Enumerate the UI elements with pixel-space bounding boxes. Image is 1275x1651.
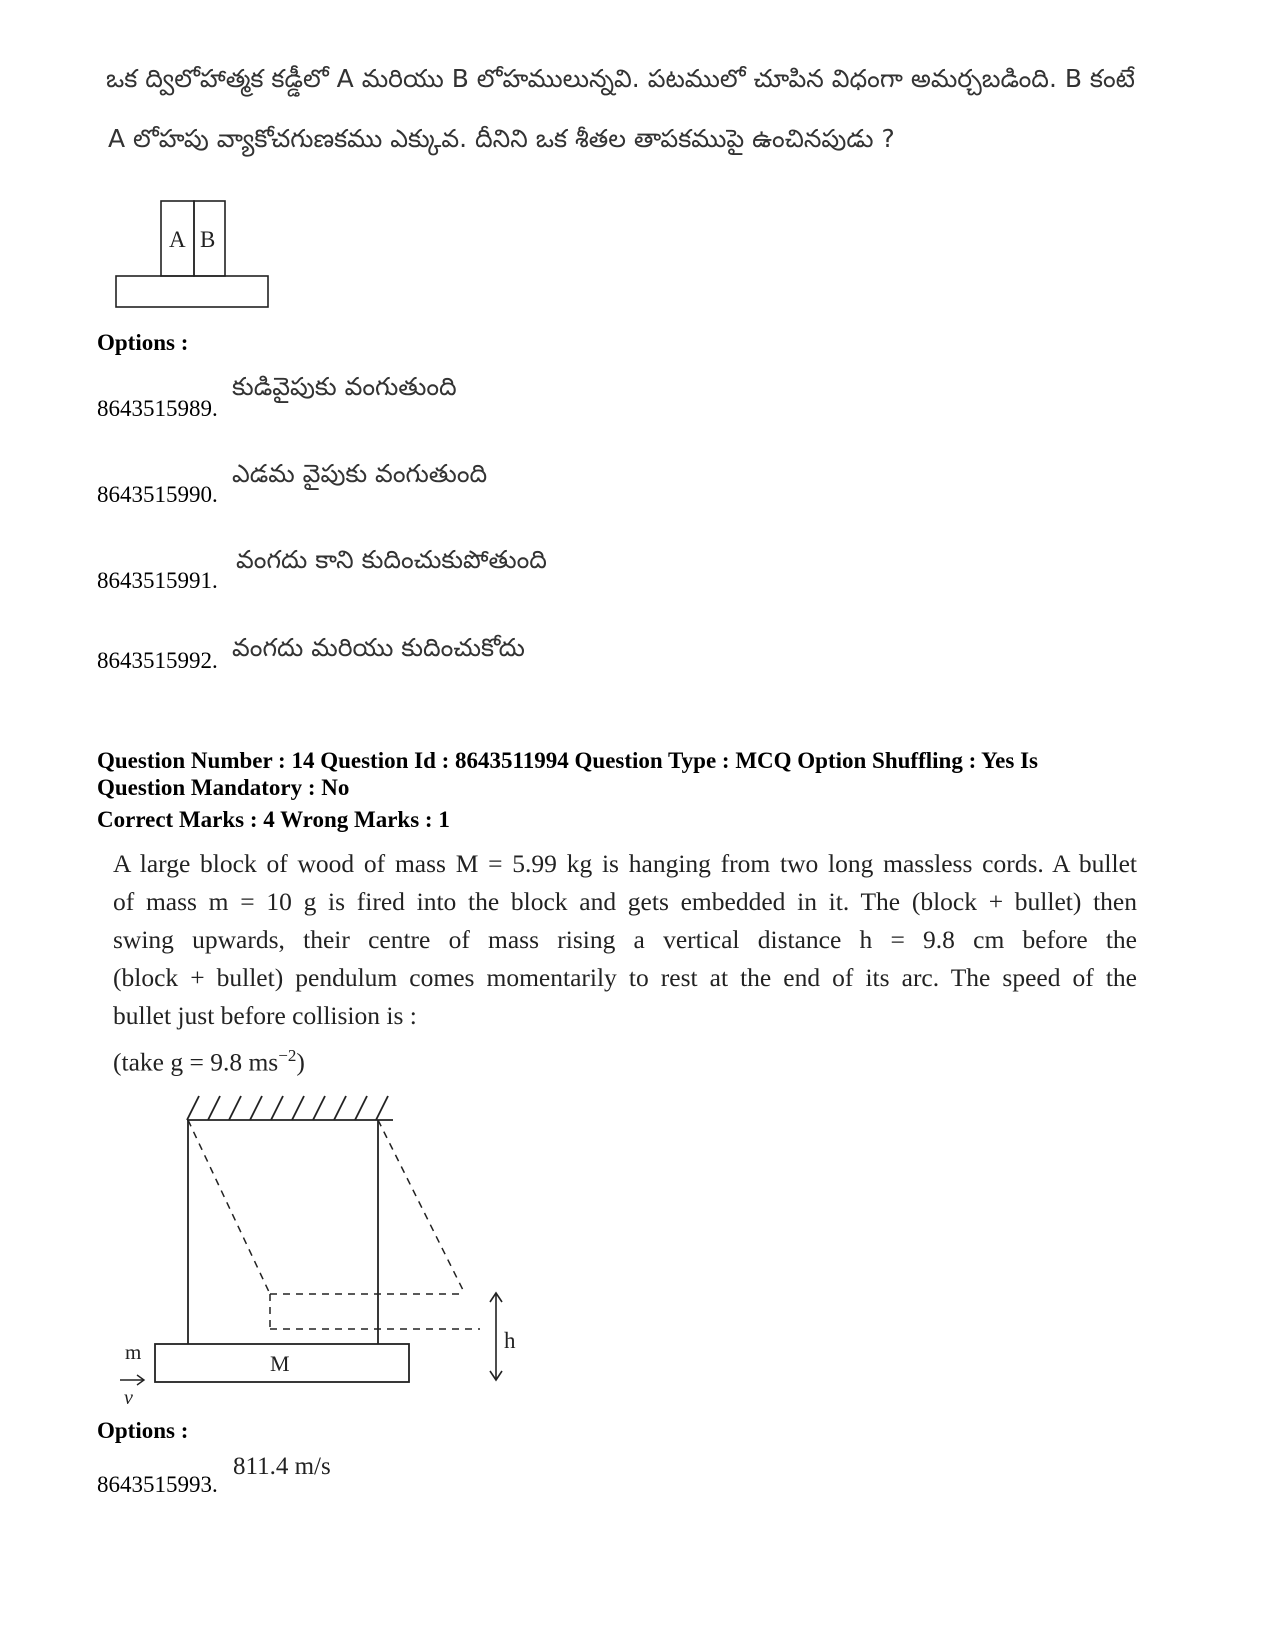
q14-take-g bbox=[113, 1037, 305, 1082]
q13-bimetal-figure bbox=[112, 198, 277, 314]
q14-take-g-exponent: −2 bbox=[278, 1046, 297, 1065]
q13-option-4-text[interactable]: వంగదు మరియు కుదించుకోదు bbox=[232, 633, 525, 662]
q14-pendulum-figure bbox=[110, 1088, 530, 1418]
label-b: B bbox=[200, 227, 216, 252]
q13-option-2-id: 8643515990. bbox=[97, 482, 218, 507]
q14-header-line-2: Question Mandatory : No bbox=[97, 775, 350, 800]
label-big-m: M bbox=[270, 1351, 290, 1376]
q14-stem-line-1: A large block of wood of mass M = 5.99 kg is hanging from two long massless cords. A bullet bbox=[113, 849, 1137, 878]
label-small-m: m bbox=[125, 1340, 142, 1364]
q13-stem-line-2: A లోహపు వ్యాకోచగుణకము ఎక్కువ. దీనిని ఒక శీతల తాపకముపై ఉంచినపుడు ? bbox=[108, 124, 895, 153]
q13-options-heading: Options : bbox=[97, 330, 189, 355]
velocity-arrow bbox=[120, 1375, 144, 1385]
q13-option-4-id: 8643515992. bbox=[97, 648, 218, 673]
q14-stem-line-3: swing upwards, their centre of mass rising a vertical distance h = 9.8 cm before the bbox=[113, 925, 1137, 954]
swung-position bbox=[188, 1120, 480, 1329]
heater-base bbox=[116, 276, 268, 307]
label-a: A bbox=[169, 227, 186, 252]
q14-option-1-id: 8643515993. bbox=[97, 1472, 218, 1497]
q13-option-1-text[interactable]: కుడివైపుకు వంగుతుంది bbox=[232, 372, 457, 401]
q14-marks-line: Correct Marks : 4 Wrong Marks : 1 bbox=[97, 807, 450, 832]
q13-option-1-id: 8643515989. bbox=[97, 396, 218, 421]
ceiling-hatch bbox=[187, 1096, 393, 1120]
q14-options-heading: Options : bbox=[97, 1418, 189, 1443]
q13-option-3-text[interactable]: వంగదు కాని కుదించుకుపోతుంది bbox=[236, 545, 547, 574]
label-v: v bbox=[124, 1387, 133, 1409]
q14-stem-line-5: bullet just before collision is : bbox=[113, 1001, 417, 1030]
label-h: h bbox=[504, 1328, 516, 1353]
q14-header-line-1: Question Number : 14 Question Id : 8643511994 Question Type : MCQ Option Shuffling : Yes Is bbox=[97, 748, 1038, 773]
q14-stem bbox=[113, 845, 1137, 1035]
q14-take-g-suffix: ) bbox=[296, 1047, 305, 1077]
q14-stem-line-2: of mass m = 10 g is fired into the block and gets embedded in it. The (block + bullet) then bbox=[113, 887, 1137, 916]
q13-stem-line-1: ఒక ద్విలోహాత్మక కడ్డీలో A మరియు B లోహములున్నవి. పటములో చూపిన విధంగా అమర్చబడింది. B కంటే bbox=[106, 64, 1135, 93]
q13-option-2-text[interactable]: ఎడమ వైపుకు వంగుతుంది bbox=[232, 459, 488, 488]
height-arrow bbox=[490, 1293, 502, 1380]
q14-option-1-text[interactable]: 811.4 m/s bbox=[233, 1453, 331, 1480]
q13-option-3-id: 8643515991. bbox=[97, 568, 218, 593]
q14-stem-line-4: (block + bullet) pendulum comes momentarily to rest at the end of its arc. The speed of the bbox=[113, 963, 1137, 992]
q14-take-g-prefix: (take g = 9.8 ms bbox=[113, 1047, 279, 1077]
